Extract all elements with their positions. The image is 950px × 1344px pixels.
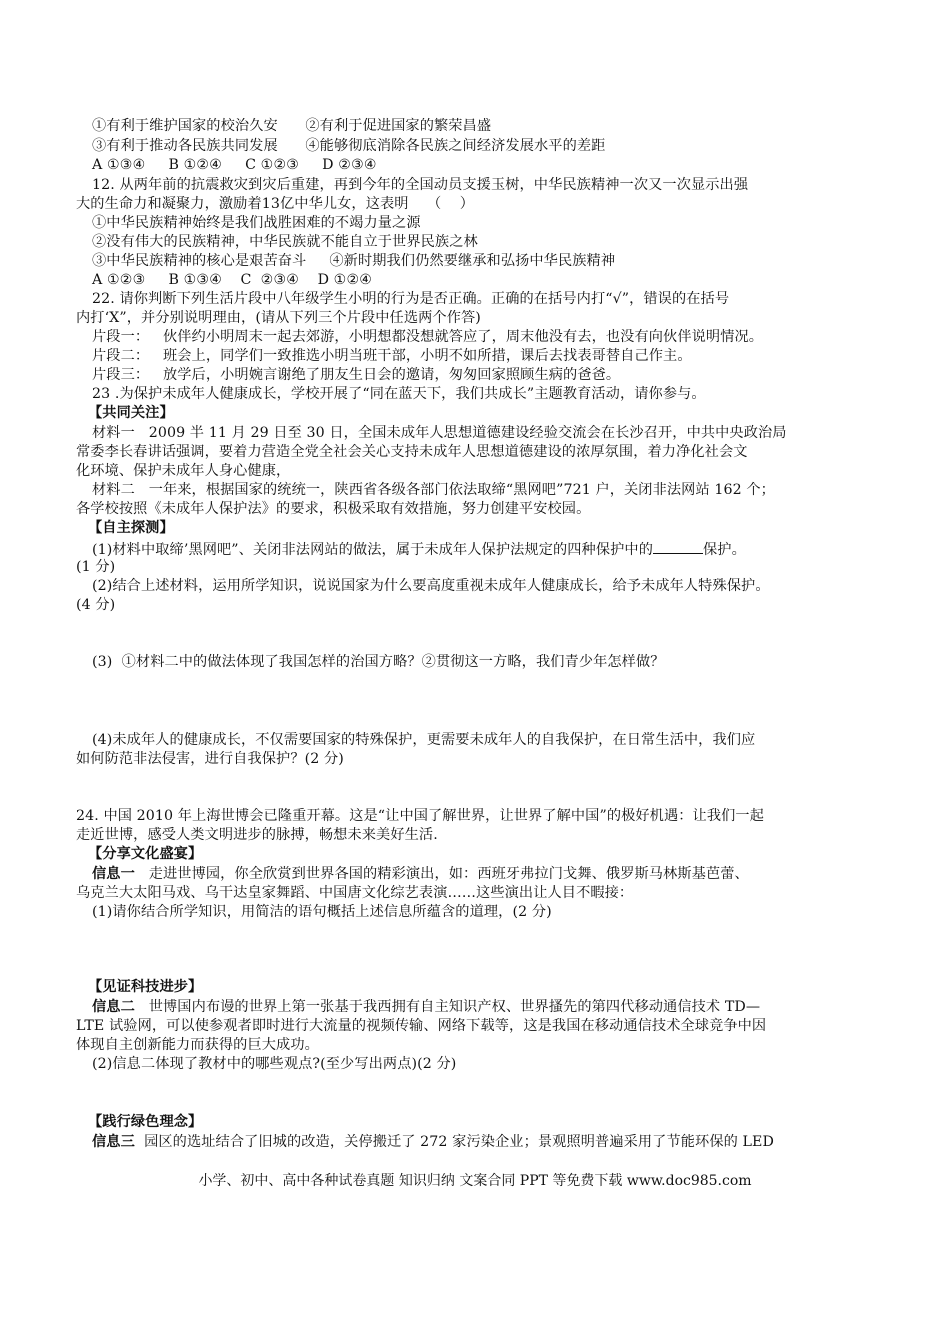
q12-option-3: ③中华民族精神的核心是艰苦奋斗 ④新时期我们仍然要继承和弘扬中华民族精神: [92, 253, 616, 269]
q24-stem-line-1: 24. 中国 2010 年上海世博会已隆重开幕。这是“让中国了解世界，让世界了解中国”的极好机遇：让我们一起: [76, 808, 764, 824]
q24-section-heading-3: 【践行绿色理念】: [88, 1114, 203, 1130]
q11-answer-choices: A ①③④ B ①②④ C ①②③ D ②③④: [92, 157, 377, 173]
q24-section-heading-1: 【分享文化盛宴】: [88, 846, 203, 862]
q12-stem-line-2: 大的生命力和凝聚力，激励着13亿中华儿女，这表明 （ ）: [76, 196, 475, 212]
q23-question-1-line-1: [92, 539, 746, 560]
q24-info-2-line-2: LTE 试验网，可以使参观者即时进行大流量的视频传输、网络下载等，这是我国在移动通信技术全球竞争中因: [76, 1018, 767, 1034]
q23-question-1-text: (1)材料中取缔’黑网吧”、关闭非法网站的做法，属于未成年人保护法规定的四种保护中的: [92, 542, 653, 558]
q23-material-1-line-3: 化环境、保护未成年人身心健康，: [76, 463, 291, 479]
q12-stem-line-1: 12. 从两年前的抗震救灾到灾后重建，再到今年的全国动员支援玉树，中华民族精神一次又一次显示出强: [92, 177, 749, 193]
q23-material-2-line-1: 材料二 一年来，根据国家的统统一，陕西省各级各部门依法取缔“黑网吧”721 户，关闭非法网站 162 个；: [92, 482, 775, 498]
q23-section-heading-1: 【共同关注】: [88, 405, 174, 421]
q11-options-line-2: ③有利于推动各民族共同发展 ④能够彻底消除各民族之间经济发展水平的差距: [92, 138, 606, 154]
q23-question-3: (3) ①材料二中的做法体现了我国怎样的治国方略？②贯彻这一方略，我们青少年怎样做？: [92, 654, 665, 670]
q24-info-3-label: 信息三: [92, 1134, 135, 1150]
q23-material-2-line-2: 各学校按照《未成年人保护法》的要求，积极采取有效措施，努力创建平安校园。: [76, 501, 591, 517]
q23-question-4-line-1: (4)未成年人的健康成长，不仅需要国家的特殊保护，更需要未成年人的自我保护，在日常生活中，我们应: [92, 732, 756, 748]
q23-stem: 23 .为保护未成年人健康成长，学校开展了“同在蓝天下，我们共成长”主题教育活动，请你参与。: [92, 386, 706, 402]
q24-info-2-label: 信息二: [92, 999, 135, 1015]
page-footer: 小学、初中、高中各种试卷真题 知识归纳 文案合同 PPT 等免费下载 www.doc985.com: [198, 1173, 752, 1189]
q24-question-2: (2)信息二体现了教材中的哪些观点?(至少写出两点)(2 分): [92, 1056, 457, 1072]
q23-material-1-line-2: 常委李长春讲话强调，要着力营造全党全社会关心支持未成年人思想道德建设的浓厚氛围，着力净化社会文: [76, 444, 748, 460]
q11-options-line-1: ①有利于维护国家的校治久安 ②有利于促进国家的繁荣昌盛: [92, 118, 492, 134]
q23-question-1-suffix: 保护。: [703, 542, 746, 558]
answer-blank[interactable]: [653, 539, 703, 554]
q23-section-heading-2: 【自主探测】: [88, 520, 174, 536]
q24-info-2-line-1: [92, 998, 760, 1017]
q12-answer-choices: A ①②③ B ①③④ C ②③④ D ①②④: [92, 272, 373, 288]
q22-fragment-3: 片段三： 放学后，小明婉言谢绝了朋友生日会的邀请，匆匆回家照顾生病的爸爸。: [92, 367, 621, 383]
q23-question-2-line-1: (2)结合上述材料，运用所学知识，说说国家为什么要高度重视未成年人健康成长，给予未成年人特殊保护。: [92, 578, 770, 594]
q12-option-2: ②没有伟大的民族精神，中华民族就不能自立于世界民族之林: [92, 234, 478, 250]
q22-stem-line-1: 22. 请你判断下列生活片段中八年级学生小明的行为是否正确。正确的在括号内打“√”，错误的在括号: [92, 291, 730, 307]
q24-section-heading-2: 【见证科技进步】: [88, 979, 203, 995]
q23-question-2-line-2: (4 分): [76, 597, 116, 613]
q22-fragment-1: 片段一： 伙伴约小明周末一起去郊游，小明想都没想就答应了，周末他没有去，也没有向伙伴说明情况。: [92, 329, 764, 345]
q24-stem-line-2: 走近世博，感受人类文明进步的脉搏，畅想未来美好生活.: [76, 827, 438, 843]
q22-stem-line-2: 内打‘X”，并分别说明理由，(请从下列三个片段中任选两个作答): [76, 310, 481, 326]
q23-question-4-line-2: 如何防范非法侵害，进行自我保护？(2 分): [76, 751, 344, 767]
q24-info-2-text: 世博国内布谩的世界上第一张基于我西拥有自主知识产权、世界搔先的第四代移动通信技术 TD—: [134, 999, 761, 1015]
q24-info-3-line-1: [92, 1133, 774, 1152]
q24-info-3-text: 园区的选址结合了旧城的改造，关停搬迁了 272 家污染企业；景观照明普遍采用了节能环保的 LED: [134, 1134, 774, 1150]
q24-info-1-label: 信息一: [92, 866, 135, 882]
q24-question-1: (1)请你结合所学知识，用简洁的语句概括上述信息所蕴含的道理，(2 分): [92, 904, 552, 920]
q24-info-2-line-3: 体现自主创新能力而获得的巨大成功。: [76, 1037, 319, 1053]
q23-question-1-line-2: (1 分): [76, 559, 116, 575]
q22-fragment-2: 片段二： 班会上，同学们一致推选小明当班干部，小明不如所措，课后去找表哥替自己作主。: [92, 348, 692, 364]
q24-info-1-text: 走进世博园，你全欣赏到世界各国的精彩演出，如：西班牙弗拉门戈舞、俄罗斯马林斯基芭蕾、: [134, 866, 749, 882]
q24-info-1-line-1: [92, 865, 749, 884]
q12-option-1: ①中华民族精神始终是我们战胜困难的不竭力量之源: [92, 215, 421, 231]
q23-material-1-line-1: 材料一 2009 半 11 月 29 日至 30 日，全国未成年人思想道德建设经验交流会在长沙召开，中共中央政治局: [92, 425, 787, 441]
q24-info-1-line-2: 乌克兰大太阳马戏、乌干达皇家舞蹈、中国唐文化综艺表演……这些演出让人目不暇接：: [76, 885, 634, 901]
